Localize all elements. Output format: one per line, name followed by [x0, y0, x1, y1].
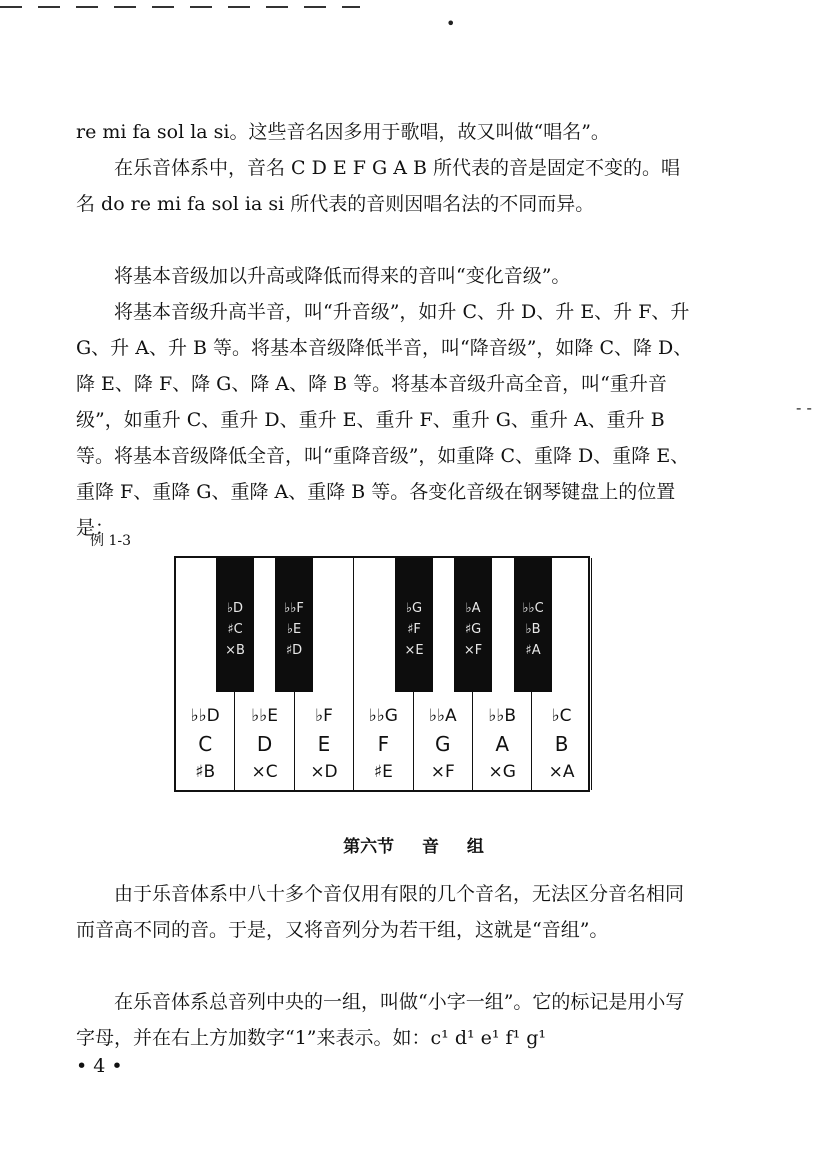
key-label: ♭G	[405, 601, 423, 616]
key-label: F	[377, 732, 390, 756]
paragraph-octave-groups: 由于乐音体系中八十多个音仅用有限的几个音名，无法区分音名相同而音高不同的音。于是，又将音列分为若干组，这就是“音组”。	[76, 883, 685, 941]
key-label: ×F	[430, 762, 455, 782]
black-key-d-sharp	[275, 558, 313, 692]
key-label: ×B	[225, 643, 245, 658]
key-label: ×C	[251, 762, 278, 782]
key-label: D	[256, 732, 273, 756]
paragraph-altered-degrees: 将基本音级加以升高或降低而得来的音叫“变化音级”。	[114, 265, 571, 287]
black-key-a-sharp	[514, 558, 552, 692]
key-label: ♭♭F	[284, 601, 304, 616]
key-label: ♭B	[525, 622, 541, 637]
key-label: ×A	[548, 762, 575, 782]
key-label: ♭D	[226, 601, 244, 616]
key-label: C	[198, 732, 213, 756]
black-key-g-sharp	[454, 558, 492, 692]
key-label: E	[317, 732, 331, 756]
paragraph-middle-octave: 在乐音体系总音列中央的一组，叫做“小字一组”。它的标记是用小写字母，并在右上方加数字“1”来表示。如：c¹ d¹ e¹ f¹ g¹	[76, 991, 685, 1049]
black-key-c-sharp	[216, 558, 254, 692]
key-label: ♭♭D	[190, 706, 220, 726]
key-label: ×E	[404, 643, 424, 658]
key-label: ♭C	[551, 706, 572, 726]
margin-mark: - -	[796, 398, 812, 417]
key-label: ♭♭A	[428, 706, 457, 726]
key-label: ♭♭B	[488, 706, 517, 726]
key-label: A	[495, 732, 510, 756]
key-label: ♯D	[285, 643, 303, 658]
example-label: 例 1-3	[90, 533, 131, 549]
key-label: ♯F	[407, 622, 421, 637]
top-dash-rule	[0, 6, 360, 8]
key-label: ♭♭G	[368, 706, 398, 726]
key-label: ♭E	[286, 622, 302, 637]
key-label: ♯G	[464, 622, 482, 637]
key-label: ♯C	[227, 622, 243, 637]
key-label: ♯E	[373, 762, 393, 782]
key-label: G	[435, 732, 451, 756]
page-number: • 4 •	[76, 1055, 123, 1077]
black-key-f-sharp	[395, 558, 433, 692]
speck-dot: •	[446, 14, 456, 33]
key-label: ×G	[488, 762, 516, 782]
key-label: ♯B	[195, 762, 216, 782]
key-label: ×D	[310, 762, 338, 782]
section-heading: 第六节 音 组	[343, 837, 484, 857]
key-label: ×F	[463, 643, 483, 658]
key-label: ♭♭C	[522, 601, 544, 616]
paragraph-sharp-flat-degrees: 将基本音级升高半音，叫“升音级”，如升 C、升 D、升 E、升 F、升 G、升 A、升 B 等。将基本音级降低半音，叫“降音级”，如降 C、降 D、降 E、降 F、降 G、降 A、降 B 等。将基本音级升高全音，叫“重升音级”，如重升 C、重升 D、重升 E、重升 F、重升 G、重升 A、重升 B 等。将基本音级降低全音，叫“重降音级”，如重降 C、重降 D、重降 E、重降 F、重降 G、重降 A、重降 B 等。各变化音级在钢琴键盘上的位置是：	[76, 301, 693, 539]
paragraph-solfege-names: re mi fa sol la si。这些音名因多用于歌唱，故又叫做“唱名”。	[76, 121, 610, 143]
key-label: ♭A	[465, 601, 481, 616]
key-label: ♯A	[525, 643, 541, 658]
key-label: ♭F	[315, 706, 333, 726]
key-label: B	[554, 732, 569, 756]
piano-keyboard-figure	[174, 556, 590, 792]
paragraph-fixed-pitch: 在乐音体系中，音名 C D E F G A B 所代表的音是固定不变的。唱名 do re mi fa sol ia si 所代表的音则因唱名法的不同而异。	[76, 157, 681, 215]
key-label: ♭♭E	[251, 706, 278, 726]
